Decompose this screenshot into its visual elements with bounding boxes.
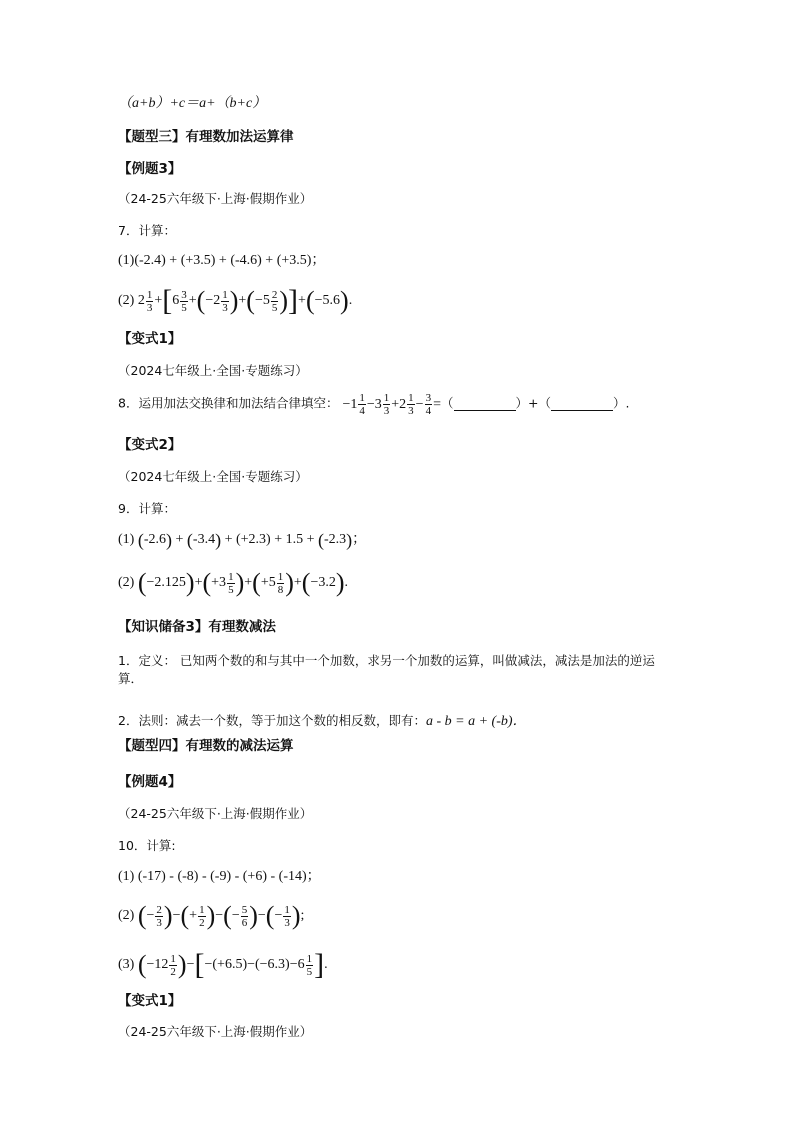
question-10-part-2: (2) (− $\frac{2}{3}$ )−(+ $\frac{1}{2}$ )−(− $\frac{5}{6}$ )−(− $\frac{1}{3}$ );	[118, 901, 305, 930]
variant-label: 【变式1】	[118, 331, 182, 347]
definition-text: 1．定义： 已知两个数的和与其中一个加数，求另一个加数的运算，叫做减法，减法是加法的逆运算．	[118, 653, 655, 686]
rule-formula: a - b = a + (-b)．	[425, 714, 527, 729]
question-10: 10．计算:	[118, 838, 176, 853]
source-note: （2024七年级上·全国·专题练习）	[118, 363, 308, 378]
knowledge-heading	[118, 618, 276, 636]
variant-label: 【变式1】	[118, 993, 182, 1009]
question-9: 9．计算：	[118, 501, 176, 516]
source-note: （24-25六年级下·上海·假期作业）	[118, 1024, 313, 1039]
question-9-part-2: (2) (−2.125)+(+3 $\frac{1}{5}$ )+(+5 $\frac{1}{8}$ )+(−3.2).	[118, 568, 349, 597]
question-10-part-1: (1) (-17) - (-8) - (-9) - (+6) - (-14)；	[118, 869, 321, 884]
source-note: （2024七年级上·全国·专题练习）	[118, 469, 308, 484]
question-8-text: 8．运用加法交换律和加法结合律填空：	[118, 395, 339, 411]
addition-associative-law: （a+b）+c＝a+（b+c）	[118, 96, 267, 111]
question-9-part-1: (1) (-2.6) + (-3.4) + (+2.3) + 1.5 + (-2.3)；	[118, 530, 367, 550]
variant-label: 【变式2】	[118, 437, 182, 453]
answer-blank[interactable]	[551, 398, 613, 411]
knowledge-title: 有理数减法	[208, 619, 276, 635]
example-label: 【例题3】	[118, 161, 182, 177]
rule-text	[118, 712, 527, 731]
question-7-part-1: (1)(-2.4) + (+3.5) + (-4.6) + (+3.5)；	[118, 253, 326, 268]
rule-prefix: 2．法则：减去一个数，等于加这个数的相反数，即有：	[118, 713, 426, 728]
question-7: 7．计算：	[118, 223, 176, 238]
section-heading-type4: 【题型四】有理数的减法运算	[118, 738, 294, 754]
question-10-part-3: (3) (−12 $\frac{1}{2}$ )−[−(+6.5)−(−6.3)−6 $\frac{1}{5}$ ].	[118, 948, 328, 981]
knowledge-tag: 【知识储备3】	[118, 619, 209, 635]
question-8: 8．运用加法交换律和加法结合律填空： −1 $\frac{1}{4}$ −3 $\frac{1}{3}$ +2 $\frac{1}{3}$ − $\frac{3}{4}$ =（ ）+（ ）.	[118, 392, 630, 417]
section-heading-type3: 【题型三】有理数加法运算律	[118, 129, 294, 145]
answer-blank[interactable]	[454, 398, 516, 411]
source-note: （24-25六年级下·上海·假期作业）	[118, 806, 313, 821]
question-7-part-2: (2) 2 $\frac{1}{3}$ +[6 $\frac{3}{5}$ +(−2 $\frac{1}{3}$ )+(−5 $\frac{2}{5}$ )]+(−5.6).	[118, 284, 353, 317]
source-note: （24-25六年级下·上海·假期作业）	[118, 191, 313, 206]
example-label: 【例题4】	[118, 774, 182, 790]
